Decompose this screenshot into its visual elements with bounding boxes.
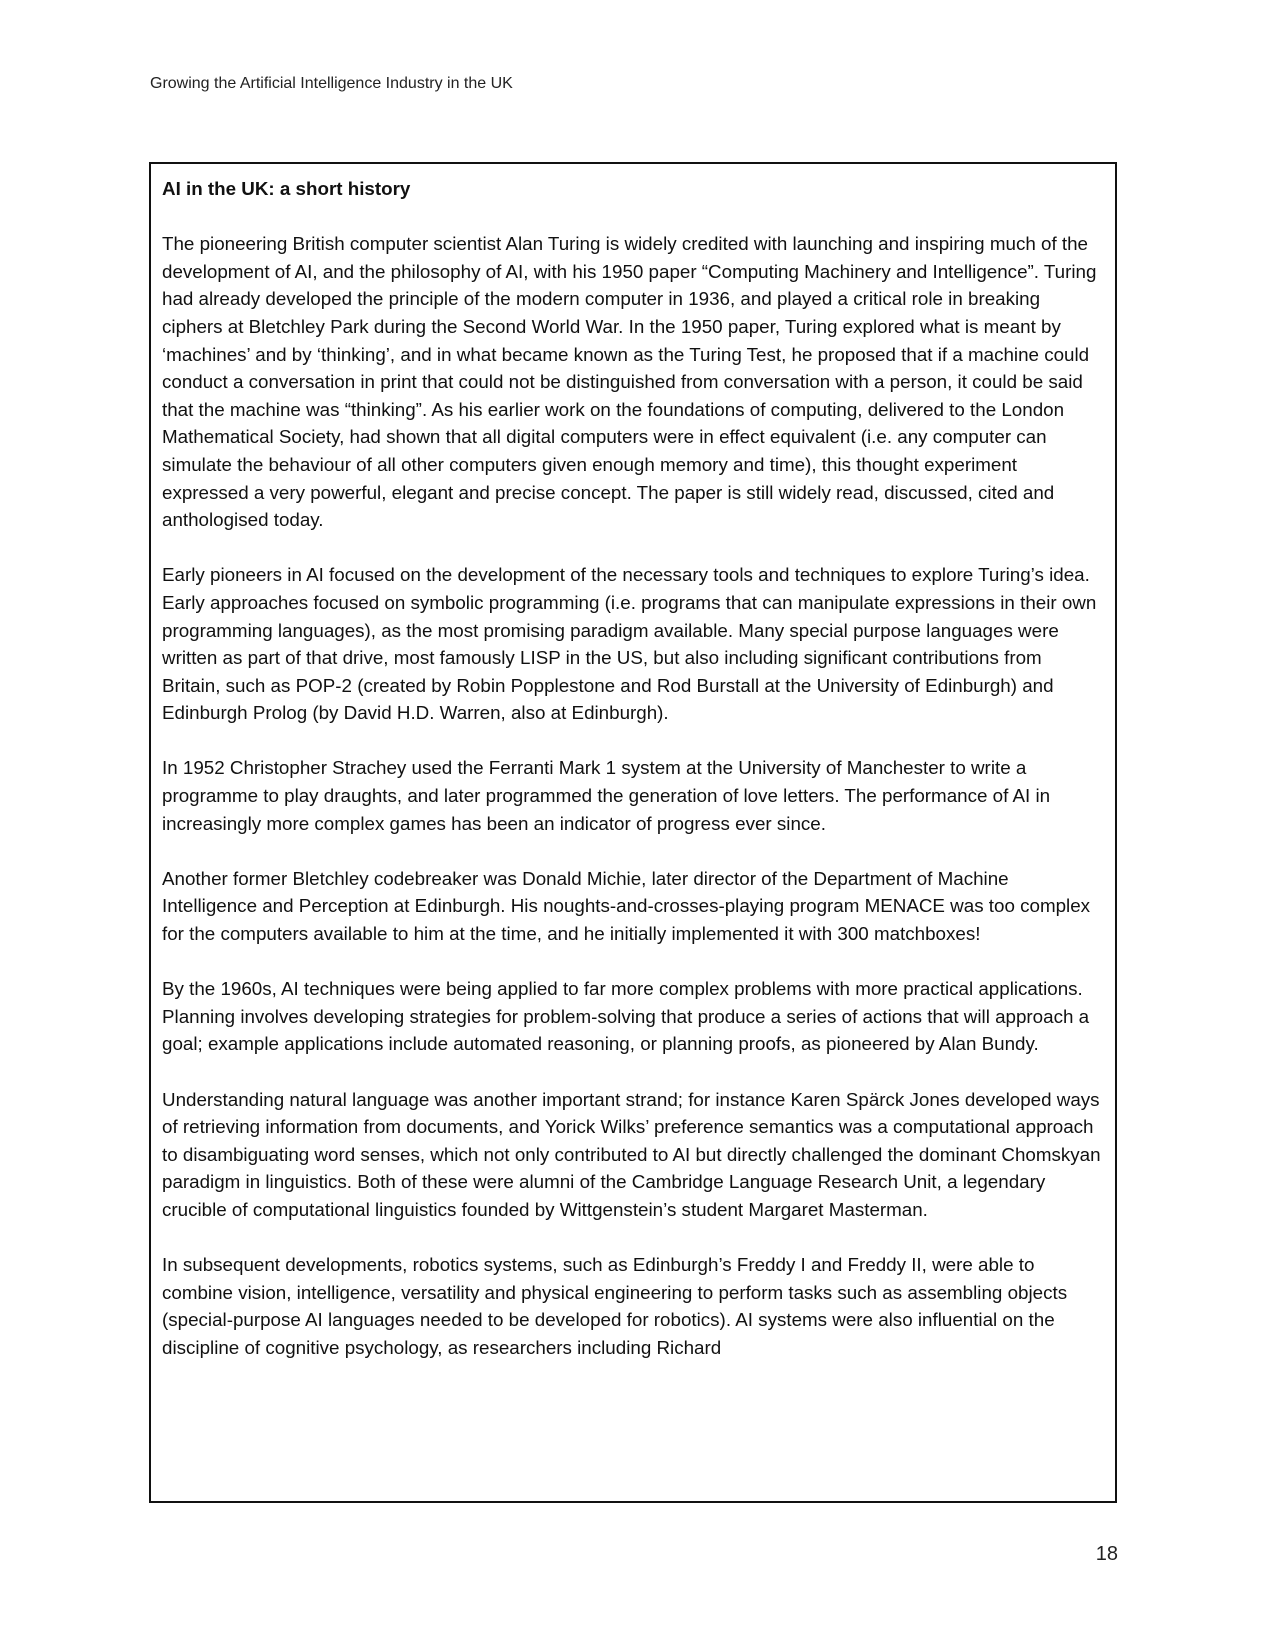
box-title: AI in the UK: a short history: [162, 178, 411, 199]
paragraph-strachey: In 1952 Christopher Strachey used the Ferranti Mark 1 system at the University of Manchester to write a programme to play draughts, and later programmed the generation of love letters. The performance of AI in increasingly more complex games has been an indicator of progress ever since.: [162, 757, 1051, 834]
running-header: Growing the Artificial Intelligence Industry in the UK: [150, 75, 513, 92]
page-number: 18: [1095, 1543, 1118, 1565]
paragraph-1960s: By the 1960s, AI techniques were being applied to far more complex problems with more practical applications. Planning involves developing strategies for problem-solving that produce a series of actions that will approach a goal; example applications include automated reasoning, or planning proofs, as pioneered by Alan Bundy.: [162, 978, 1090, 1055]
paragraph-early-pioneers: Early pioneers in AI focused on the development of the necessary tools and techniques to explore Turing’s idea. Early approaches focused on symbolic programming (i.e. programs that can manipulate expressions in their own programming languages), as the most promising paradigm available. Many special purpose languages were written as part of that drive, most famously LISP in the US, but also including significant contributions from Britain, such as POP-2 (created by Robin Popplestone and Rod Burstall at the University of Edinburgh) and Edinburgh Prolog (by David H.D. Warren, also at Edinburgh).: [162, 564, 1097, 724]
paragraph-michie: Another former Bletchley codebreaker was Donald Michie, later director of the Department of Machine Intelligence and Perception at Edinburgh. His noughts-and-crosses-playing program MENACE was too complex for the computers available to him at the time, and he initially implemented it with 300 matchboxes!: [162, 867, 1091, 945]
paragraph-robotics: In subsequent developments, robotics systems, such as Edinburgh’s Freddy I and Freddy II, were able to combine vision, intelligence, versatility and physical engineering to perform tasks such as assembling objects (special-purpose AI languages needed to be developed for robotics). AI systems were also influential on the discipline of cognitive psychology, as researchers including Richard: [162, 1254, 1068, 1358]
paragraph-natural-language: Understanding natural language was another important strand; for instance Karen Spärck Jones developed ways of retrieving information from documents, and Yorick Wilks’ preference semantics was a computational approach to disambiguating word senses, which not only contributed to AI but directly challenged the dominant Chomskyan paradigm in linguistics. Both of these were alumni of the Cambridge Language Research Unit, a legendary crucible of computational linguistics founded by Wittgenstein’s student Margaret Masterman.: [162, 1088, 1101, 1220]
paragraph-turing: The pioneering British computer scientist Alan Turing is widely credited with launching and inspiring much of the development of AI, and the philosophy of AI, with his 1950 paper “Computing Machinery and Intelligence”. Turing had already developed the principle of the modern computer in 1936, and played a critical role in breaking ciphers at Bletchley Park during the Second World War. In the 1950 paper, Turing explored what is meant by ‘machines’ and by ‘thinking’, and in what became known as the Turing Test, he proposed that if a machine could conduct a conversation in print that could not be distinguished from conversation with a person, it could be said that the machine was “thinking”. As his earlier work on the foundations of computing, delivered to the London Mathematical Society, had shown that all digital computers were in effect equivalent (i.e. any computer can simulate the behaviour of all other computers given enough memory and time), this thought experiment expressed a very powerful, elegant and precise concept. The paper is still widely read, discussed, cited and anthologised today.: [162, 233, 1097, 531]
history-box: [149, 162, 1117, 1503]
